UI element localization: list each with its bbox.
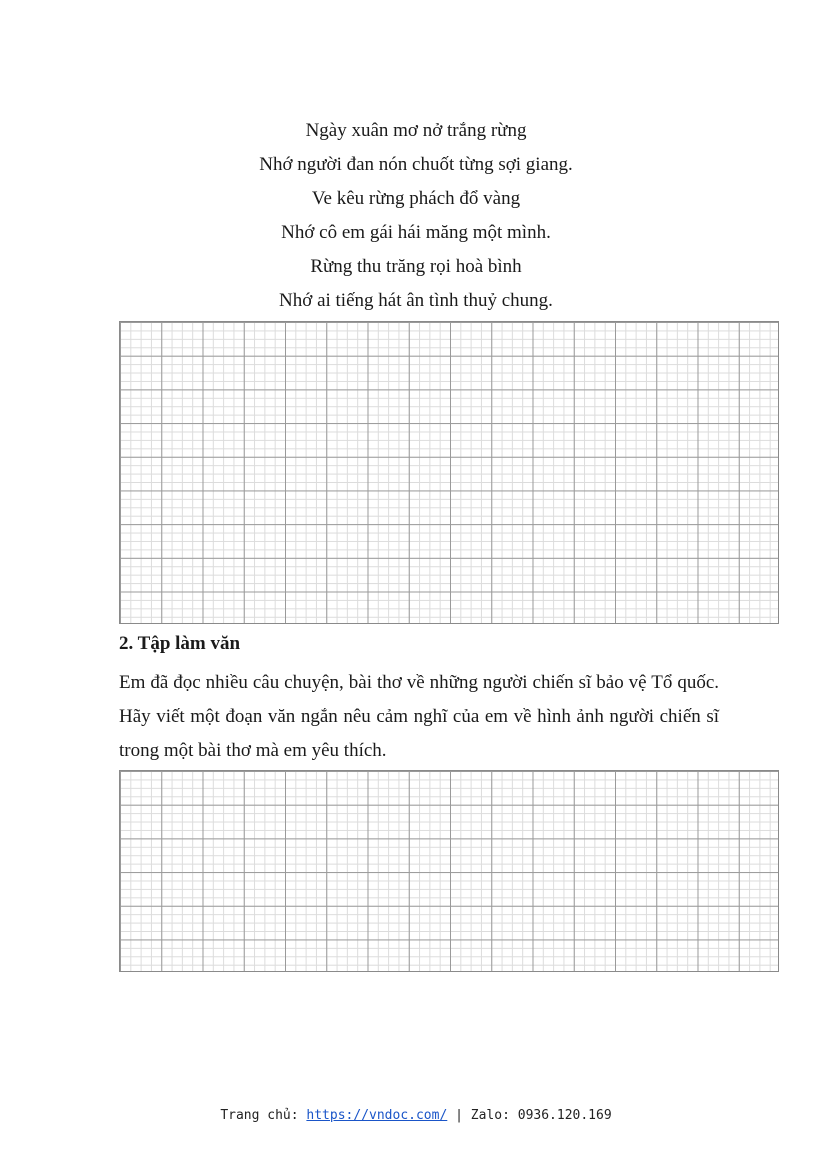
poem-line: Nhớ người đan nón chuốt từng sợi giang. [259, 154, 573, 175]
poem-line: Nhớ cô em gái hái măng một mình. [281, 222, 551, 243]
poem [0, 114, 832, 318]
poem-line: Rừng thu trăng rọi hoà bình [310, 256, 522, 277]
poem-line: Ngày xuân mơ nở trắng rừng [305, 120, 527, 141]
section-title: 2. Tập làm văn [119, 633, 241, 654]
footer-separator: | [447, 1108, 471, 1123]
handwriting-grid-essay[interactable] [119, 770, 779, 972]
poem-line: Ve kêu rừng phách đổ vàng [311, 188, 521, 209]
essay-prompt: Em đã đọc nhiều câu chuyện, bài thơ về những người chiến sĩ bảo vệ Tổ quốc. Hãy viết một đoạn văn ngắn nêu cảm nghĩ của em về hình ảnh người chiến sĩ trong một bài thơ mà em yêu thích. [119, 672, 719, 761]
footer-label: Trang chủ: [220, 1108, 307, 1123]
handwriting-grid-copy[interactable] [119, 321, 779, 624]
footer-contact: Zalo: 0936.120.169 [470, 1108, 612, 1123]
page-footer [0, 1108, 832, 1123]
footer-homepage-link[interactable]: https://vndoc.com/ [306, 1108, 448, 1123]
poem-line: Nhớ ai tiếng hát ân tình thuỷ chung. [279, 290, 553, 311]
